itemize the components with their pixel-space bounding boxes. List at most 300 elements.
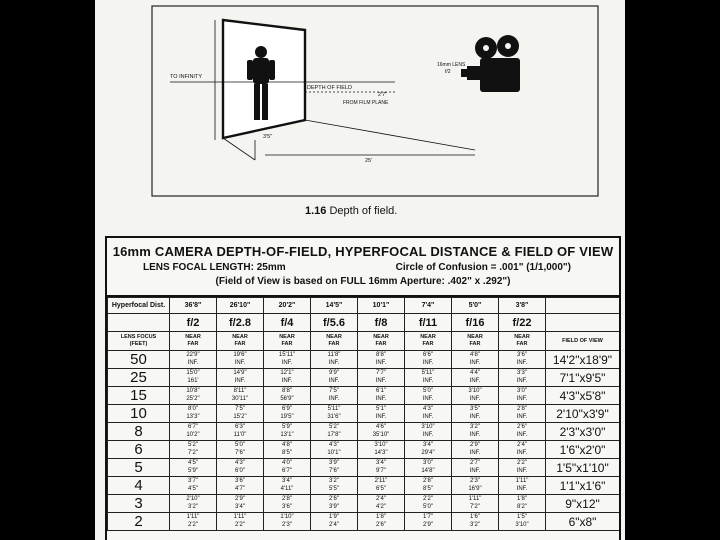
far-value: INF. <box>375 377 387 384</box>
caption-number: 1.16 <box>305 205 327 217</box>
near-far-cell <box>217 387 264 405</box>
far-label: FAR <box>281 341 293 347</box>
near-far-cell <box>499 495 546 513</box>
near-far-cell <box>452 387 499 405</box>
small-distance-label: 3'5" <box>263 134 273 140</box>
near-far-cell <box>264 369 311 387</box>
fov-header: FIELD OF VIEW <box>546 332 620 351</box>
far-value: 3'2" <box>470 521 480 528</box>
near-far-cell <box>217 405 264 423</box>
near-far-header <box>499 332 546 351</box>
near-far-cell <box>170 369 217 387</box>
near-value: 6'7" <box>188 424 198 430</box>
near-value: 1'11" <box>515 478 529 484</box>
near-value: 2'2" <box>423 496 433 502</box>
near-far-cell <box>170 405 217 423</box>
near-far-cell <box>264 387 311 405</box>
near-far-cell <box>170 459 217 477</box>
near-value: 2'9" <box>470 442 480 448</box>
near-value: 2'4" <box>376 496 386 502</box>
near-value: 15'0" <box>186 370 200 376</box>
aperture-cell: f/5.6 <box>311 314 358 332</box>
far-value: INF. <box>516 395 528 402</box>
near-far-cell <box>264 423 311 441</box>
aperture-cell: f/16 <box>452 314 499 332</box>
near-value: 1'10" <box>280 514 294 520</box>
near-value: 5'1" <box>376 406 386 412</box>
near-far-cell <box>311 423 358 441</box>
far-value: 10'1" <box>327 449 341 456</box>
far-value: INF. <box>516 431 528 438</box>
near-far-cell <box>311 387 358 405</box>
near-far-cell <box>217 423 264 441</box>
hyperfocal-cell: 20'2" <box>264 298 311 314</box>
near-far-cell <box>311 495 358 513</box>
far-value: 8'2" <box>517 503 527 510</box>
near-label: NEAR <box>514 334 530 340</box>
near-far-cell <box>264 513 311 531</box>
far-value: INF. <box>422 395 434 402</box>
near-value: 3'4" <box>282 478 292 484</box>
mark-label: 2'7" <box>378 92 388 98</box>
near-far-cell <box>311 441 358 459</box>
far-value: INF. <box>469 377 481 384</box>
far-value: 35'10" <box>372 431 390 438</box>
near-value: 15'11" <box>278 352 296 358</box>
near-value: 22'9" <box>186 352 200 358</box>
table-row <box>108 513 620 531</box>
far-label: FAR <box>516 341 528 347</box>
lens-focus-value: 2 <box>108 513 170 531</box>
near-value: 8'8" <box>282 388 292 394</box>
aperture-row <box>108 314 620 332</box>
near-label: NEAR <box>373 334 389 340</box>
lens-focus-label: LENS FOCUS <box>120 334 157 340</box>
near-value: 2'11" <box>374 478 388 484</box>
near-far-cell <box>499 405 546 423</box>
film-plane-label: FROM FILM PLANE <box>343 100 389 106</box>
far-value: INF. <box>516 359 528 366</box>
near-value: 3'4" <box>376 460 386 466</box>
near-value: 4'3" <box>329 442 339 448</box>
field-of-view-value: 2'10"x3'9" <box>546 405 620 423</box>
near-value: 4'0" <box>282 460 292 466</box>
far-value: 5'9" <box>188 467 198 474</box>
near-value: 3'4" <box>423 442 433 448</box>
far-value: INF. <box>234 377 246 384</box>
near-far-cell <box>217 495 264 513</box>
far-value: 2'2" <box>188 521 198 528</box>
near-value: 3'10" <box>421 424 435 430</box>
far-value: 161' <box>187 377 199 384</box>
near-far-cell <box>170 423 217 441</box>
near-value: 10'8" <box>186 388 200 394</box>
table-row <box>108 459 620 477</box>
far-value: INF. <box>422 377 434 384</box>
near-value: 1'9" <box>329 514 339 520</box>
table-row <box>108 387 620 405</box>
hyperfocal-row <box>108 298 620 314</box>
hyperfocal-cell: 7'4" <box>405 298 452 314</box>
far-value: 3'10" <box>515 521 529 528</box>
far-value: 25'2" <box>186 395 200 402</box>
dof-label: DEPTH OF FIELD <box>307 85 352 91</box>
table-row <box>108 405 620 423</box>
near-far-header <box>170 332 217 351</box>
near-far-cell <box>405 441 452 459</box>
far-value: 14'3" <box>374 449 388 456</box>
far-value: INF. <box>469 395 481 402</box>
large-distance-label: 25' <box>365 158 373 164</box>
far-value: 9'7" <box>376 467 386 474</box>
far-value: 13'1" <box>280 431 294 438</box>
figure-caption <box>305 205 397 217</box>
far-value: 30'11" <box>231 395 249 402</box>
table-header <box>107 238 619 297</box>
near-far-cell <box>264 477 311 495</box>
book-page <box>95 0 625 540</box>
near-value: 3'0" <box>517 388 527 394</box>
near-value: 2'2" <box>517 460 527 466</box>
far-value: 56'9" <box>280 395 294 402</box>
near-far-cell <box>170 441 217 459</box>
aperture-cell: f/2.8 <box>217 314 264 332</box>
near-value: 6'3" <box>235 424 245 430</box>
near-value: 8'11" <box>233 388 247 394</box>
near-far-cell <box>264 405 311 423</box>
near-value: 3'2" <box>470 424 480 430</box>
near-far-cell <box>358 459 405 477</box>
field-of-view-value: 7'1"x9'5" <box>546 369 620 387</box>
near-label: NEAR <box>232 334 248 340</box>
table-row <box>108 423 620 441</box>
near-far-header <box>217 332 264 351</box>
field-of-view-value: 1'6"x2'0" <box>546 441 620 459</box>
near-value: 3'7" <box>188 478 198 484</box>
near-far-cell <box>311 351 358 369</box>
near-far-cell <box>358 405 405 423</box>
near-far-cell <box>405 351 452 369</box>
near-far-cell <box>452 477 499 495</box>
far-value: 6'5" <box>376 485 386 492</box>
lens-focus-value: 25 <box>108 369 170 387</box>
near-value: 5'11" <box>327 406 341 412</box>
near-far-cell <box>264 351 311 369</box>
far-value: 7'6" <box>235 449 245 456</box>
field-of-view-value: 1'1"x1'6" <box>546 477 620 495</box>
near-value: 9'9" <box>329 370 339 376</box>
feet-label: (FEET) <box>129 341 148 347</box>
lens-focus-value: 3 <box>108 495 170 513</box>
near-far-header <box>264 332 311 351</box>
table-row <box>108 495 620 513</box>
near-far-cell <box>405 459 452 477</box>
dof-table-panel <box>105 236 621 540</box>
near-value: 1'5" <box>517 514 527 520</box>
near-far-cell <box>358 513 405 531</box>
table-row <box>108 441 620 459</box>
far-value: 3'9" <box>329 503 339 510</box>
near-far-cell <box>264 441 311 459</box>
far-value: 29'4" <box>421 449 435 456</box>
near-far-header <box>311 332 358 351</box>
near-far-cell <box>405 513 452 531</box>
far-value: 4'7" <box>235 485 245 492</box>
near-value: 5'11" <box>421 370 435 376</box>
empty-cell <box>546 314 620 332</box>
near-far-cell <box>452 405 499 423</box>
far-value: 2'6" <box>376 521 386 528</box>
near-far-cell <box>358 351 405 369</box>
far-value: 3'6" <box>282 503 292 510</box>
near-far-header <box>405 332 452 351</box>
near-far-cell <box>499 387 546 405</box>
far-value: 3'4" <box>235 503 245 510</box>
near-value: 7'7" <box>376 370 386 376</box>
dof-table <box>107 297 620 531</box>
aperture-cell: f/2 <box>170 314 217 332</box>
near-far-cell <box>311 477 358 495</box>
far-value: INF. <box>281 359 293 366</box>
near-value: 8'8" <box>376 352 386 358</box>
far-value: 2'4" <box>329 521 339 528</box>
hyperfocal-cell: 10'1" <box>358 298 405 314</box>
near-far-cell <box>405 495 452 513</box>
near-value: 3'0" <box>423 460 433 466</box>
far-label: FAR <box>375 341 387 347</box>
far-value: 4'5" <box>188 485 198 492</box>
perspective-line-b <box>305 120 475 150</box>
near-value: 1'6" <box>470 514 480 520</box>
far-value: 8'5" <box>423 485 433 492</box>
near-far-cell <box>311 369 358 387</box>
near-value: 4'3" <box>235 460 245 466</box>
far-value: 11'0" <box>233 431 247 438</box>
near-far-cell <box>311 459 358 477</box>
far-value: INF. <box>422 359 434 366</box>
far-value: 2'9" <box>423 521 433 528</box>
fov-note: (Field of View is based on FULL 16mm Aperture: .402" x .292") <box>215 276 511 287</box>
far-value: INF. <box>375 359 387 366</box>
far-value: 8'5" <box>282 449 292 456</box>
near-value: 6'9" <box>282 406 292 412</box>
near-value: 5'2" <box>329 424 339 430</box>
lens-focus-value: 8 <box>108 423 170 441</box>
near-value: 2'10" <box>186 496 200 502</box>
field-of-view-value: 14'2"x18'9" <box>546 351 620 369</box>
hyperfocal-cell: 3'8" <box>499 298 546 314</box>
far-value: 3'2" <box>188 503 198 510</box>
perspective-line-a <box>223 138 255 160</box>
near-value: 5'0" <box>235 442 245 448</box>
field-of-view-value: 4'3"x5'8" <box>546 387 620 405</box>
near-value: 2'8" <box>282 496 292 502</box>
far-value: INF. <box>422 431 434 438</box>
near-far-cell <box>170 351 217 369</box>
near-value: 19'6" <box>233 352 247 358</box>
near-value: 5'2" <box>188 442 198 448</box>
hyperfocal-label: Hyperfocal Dist. <box>108 298 170 314</box>
field-of-view-value: 6"x8" <box>546 513 620 531</box>
far-value: INF. <box>516 485 528 492</box>
hyperfocal-cell: 14'5" <box>311 298 358 314</box>
near-far-cell <box>217 441 264 459</box>
near-label: NEAR <box>420 334 436 340</box>
near-far-cell <box>170 477 217 495</box>
near-value: 4'8" <box>282 442 292 448</box>
lens-focus-value: 15 <box>108 387 170 405</box>
near-value: 2'3" <box>470 478 480 484</box>
far-value: 7'6" <box>329 467 339 474</box>
near-value: 3'6" <box>235 478 245 484</box>
aperture-cell: f/22 <box>499 314 546 332</box>
near-far-cell <box>405 405 452 423</box>
near-value: 2'8" <box>517 406 527 412</box>
near-far-cell <box>358 495 405 513</box>
far-value: INF. <box>328 359 340 366</box>
near-far-cell <box>405 387 452 405</box>
field-of-view-value: 2'3"x3'0" <box>546 423 620 441</box>
near-value: 5'0" <box>423 388 433 394</box>
near-label: NEAR <box>467 334 483 340</box>
near-far-cell <box>499 513 546 531</box>
near-far-cell <box>217 513 264 531</box>
column-header-row <box>108 332 620 351</box>
near-value: 1'8" <box>376 514 386 520</box>
aperture-cell: f/11 <box>405 314 452 332</box>
near-far-cell <box>405 423 452 441</box>
far-value: 2'2" <box>235 521 245 528</box>
near-far-cell <box>170 513 217 531</box>
lens-focus-value: 4 <box>108 477 170 495</box>
depth-of-field-diagram <box>95 0 625 232</box>
near-value: 3'10" <box>374 442 388 448</box>
near-value: 7'5" <box>329 388 339 394</box>
far-value: INF. <box>516 467 528 474</box>
far-value: INF. <box>469 449 481 456</box>
circle-of-confusion-text: Circle of Confusion = .001" (1/1,000") <box>395 262 571 273</box>
near-value: 6'6" <box>423 352 433 358</box>
near-value: 4'8" <box>470 352 480 358</box>
near-far-cell <box>452 495 499 513</box>
near-far-cell <box>452 351 499 369</box>
near-value: 2'6" <box>329 496 339 502</box>
near-label: NEAR <box>185 334 201 340</box>
near-value: 3'2" <box>329 478 339 484</box>
near-value: 4'3" <box>423 406 433 412</box>
near-far-cell <box>452 441 499 459</box>
near-value: 3'6" <box>517 352 527 358</box>
hyperfocal-cell: 36'8" <box>170 298 217 314</box>
far-value: 5'0" <box>423 503 433 510</box>
far-value: INF. <box>422 413 434 420</box>
focal-length-text: LENS FOCAL LENGTH: 25mm <box>143 262 286 273</box>
near-value: 1'11" <box>233 514 247 520</box>
near-value: 1'11" <box>468 496 482 502</box>
near-value: 2'6" <box>517 424 527 430</box>
far-label: FAR <box>469 341 481 347</box>
lens-focus-header <box>108 332 170 351</box>
field-of-view-value: 9"x12" <box>546 495 620 513</box>
lens-label: 16mm LENS <box>437 62 466 68</box>
near-far-cell <box>358 423 405 441</box>
lens-sub-label: f/2 <box>445 69 451 75</box>
far-value: 5'5" <box>329 485 339 492</box>
near-value: 1'11" <box>186 514 200 520</box>
far-value: INF. <box>516 413 528 420</box>
near-value: 3'9" <box>329 460 339 466</box>
near-value: 4'5" <box>188 460 198 466</box>
table-row <box>108 351 620 369</box>
far-value: INF. <box>516 449 528 456</box>
far-value: INF. <box>328 377 340 384</box>
near-far-cell <box>217 369 264 387</box>
hyperfocal-cell: 26'10" <box>217 298 264 314</box>
near-value: 12'1" <box>280 370 294 376</box>
table-row <box>108 477 620 495</box>
near-value: 3'5" <box>470 406 480 412</box>
empty-cell <box>546 298 620 314</box>
near-far-cell <box>170 387 217 405</box>
near-far-cell <box>499 351 546 369</box>
far-value: INF. <box>187 359 199 366</box>
near-far-cell <box>264 495 311 513</box>
table-subtitle-row <box>107 262 619 273</box>
hyperfocal-cell: 5'0" <box>452 298 499 314</box>
empty-cell <box>108 314 170 332</box>
far-value: INF. <box>375 413 387 420</box>
far-value: 16'9" <box>468 485 482 492</box>
near-far-cell <box>311 405 358 423</box>
near-value: 2'4" <box>517 442 527 448</box>
near-far-cell <box>358 477 405 495</box>
near-value: 4'4" <box>470 370 480 376</box>
table-title: 16mm CAMERA DEPTH-OF-FIELD, HYPERFOCAL DISTANCE & FIELD OF VIEW <box>112 244 614 259</box>
near-far-cell <box>311 513 358 531</box>
lens-focus-value: 50 <box>108 351 170 369</box>
far-value: 31'6" <box>327 413 341 420</box>
near-far-cell <box>452 459 499 477</box>
far-label: FAR <box>187 341 199 347</box>
near-label: NEAR <box>326 334 342 340</box>
near-far-cell <box>499 459 546 477</box>
near-far-cell <box>170 495 217 513</box>
caption-text: Depth of field. <box>329 205 398 217</box>
near-far-header <box>358 332 405 351</box>
near-far-cell <box>499 369 546 387</box>
near-value: 2'9" <box>235 496 245 502</box>
far-value: 14'8" <box>421 467 435 474</box>
far-value: INF. <box>469 359 481 366</box>
far-label: FAR <box>234 341 246 347</box>
near-value: 2'8" <box>423 478 433 484</box>
near-label: NEAR <box>279 334 295 340</box>
far-value: INF. <box>375 395 387 402</box>
far-value: INF. <box>469 413 481 420</box>
near-far-cell <box>499 477 546 495</box>
near-far-cell <box>452 369 499 387</box>
far-value: 15'2" <box>233 413 247 420</box>
far-value: 10'2" <box>186 431 200 438</box>
far-value: 13'3" <box>186 413 200 420</box>
near-far-cell <box>452 513 499 531</box>
far-value: 2'3" <box>282 521 292 528</box>
near-value: 2'7" <box>470 460 480 466</box>
near-value: 8'0" <box>188 406 198 412</box>
far-value: INF. <box>234 359 246 366</box>
far-label: FAR <box>328 341 340 347</box>
near-far-cell <box>499 441 546 459</box>
